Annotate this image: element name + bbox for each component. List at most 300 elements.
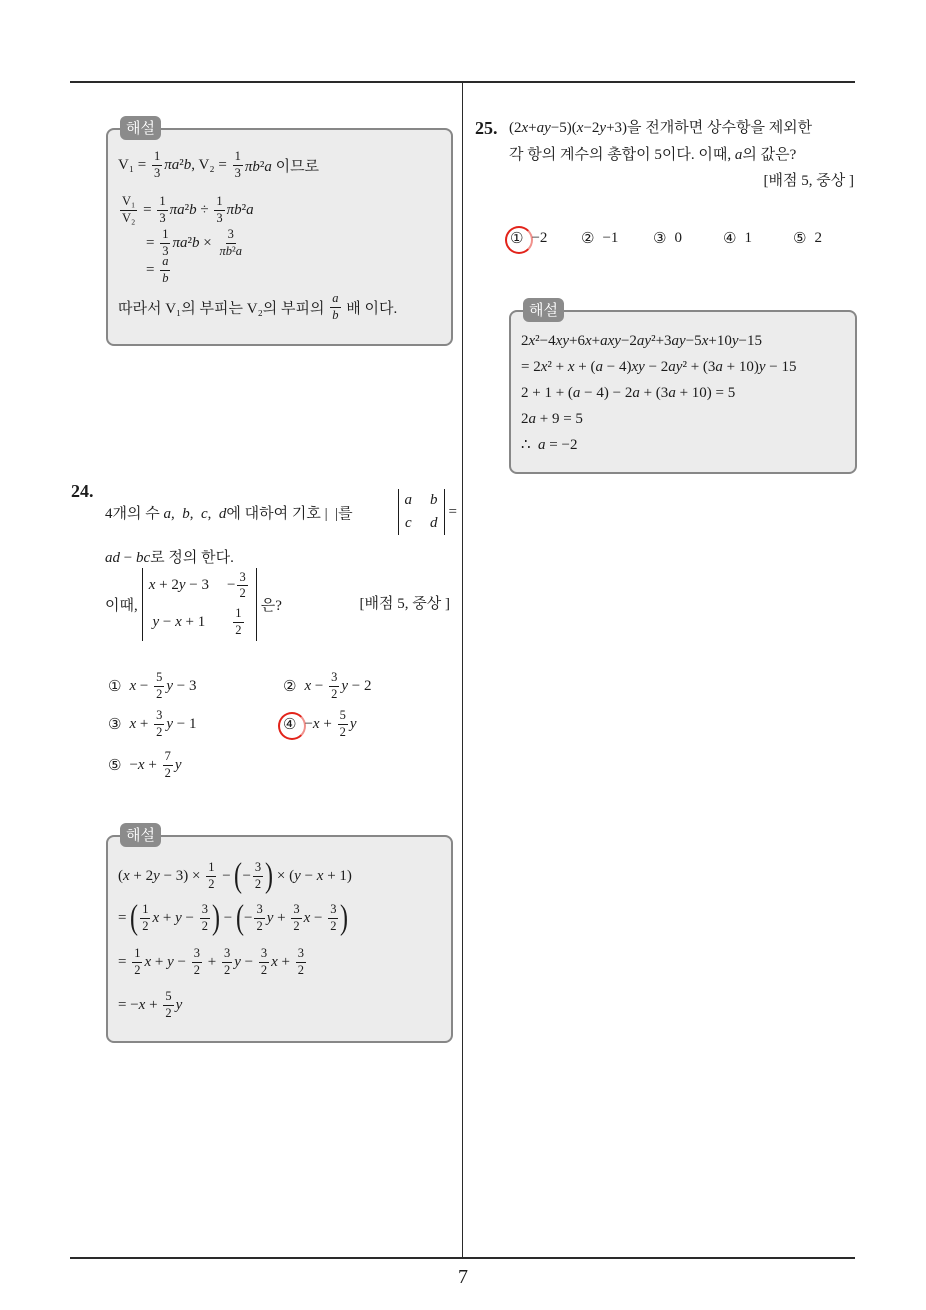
math-variable: y — [152, 613, 160, 630]
fraction-numerator: 3 — [291, 903, 301, 919]
fraction — [206, 861, 216, 892]
math-variable: y — [614, 333, 621, 349]
choice-value: −2 — [531, 229, 548, 246]
math-variable: a — [179, 234, 188, 251]
math-variable: a — [171, 156, 180, 173]
determinant-entry — [430, 515, 438, 532]
math-variable: d — [218, 505, 227, 522]
math-variable: a — [264, 158, 272, 175]
math-variable: x — [576, 120, 584, 136]
question-text-line — [105, 483, 457, 541]
math-variable: b — [332, 307, 339, 322]
fraction-denominator: 2 — [293, 918, 300, 933]
math-text: −x + — [304, 715, 336, 732]
math-variable: π — [164, 156, 172, 173]
fraction-denominator: 2 — [297, 962, 304, 977]
math-text: y − 1 — [166, 715, 197, 732]
solution-line: = 2x² + x + (a − 4)xy − 2ay² + (3a + 10)y − 15 — [521, 359, 797, 375]
math-variable: a — [105, 549, 113, 566]
math-text — [430, 492, 438, 509]
math-variable: x — [129, 715, 137, 732]
math-variable: y — [599, 120, 607, 136]
math-text: πb²a — [226, 201, 254, 218]
choice-4[interactable] — [723, 218, 752, 258]
math-text: ad − bc로 정의 한다. — [105, 549, 234, 566]
fraction-numerator: 3 — [329, 671, 339, 687]
fraction — [157, 195, 167, 226]
fraction-denominator: 2 — [208, 876, 215, 891]
math-variable: π — [169, 201, 178, 218]
solution-line: 2a + 9 = 5 — [521, 411, 583, 427]
fraction — [120, 195, 137, 226]
fraction — [152, 150, 162, 181]
fraction — [291, 903, 301, 934]
fraction — [160, 255, 170, 286]
math-text: x + — [271, 953, 294, 970]
choice-mark: ③ — [653, 229, 667, 247]
math-variable: y — [675, 359, 683, 375]
fraction — [259, 947, 269, 978]
math-text: 따라서 V₁의 부피는 V₂의 부피의 — [118, 300, 329, 317]
math-variable: y — [166, 715, 174, 732]
math-text: πa²b × — [172, 234, 216, 251]
math-variable: a — [404, 492, 413, 508]
big-parenthesis: ( — [235, 897, 244, 937]
fraction-denominator: 2 — [256, 918, 263, 933]
fraction-numerator: 3 — [253, 861, 263, 877]
choice-value: 1 — [744, 229, 752, 246]
choice-3[interactable] — [108, 704, 196, 744]
choice-4[interactable] — [283, 704, 356, 744]
fraction-numerator: 3 — [328, 903, 338, 919]
math-variable: x — [528, 333, 536, 349]
math-text: − — [242, 867, 251, 884]
math-text: − — [218, 867, 235, 884]
choice-expression — [129, 671, 196, 702]
choice-value: 0 — [674, 229, 682, 246]
math-variable: x — [175, 613, 182, 630]
math-variable: a — [163, 505, 171, 522]
math-text: × (y − x + 1) — [273, 867, 352, 884]
math-text: y − — [234, 953, 257, 970]
fraction — [233, 607, 243, 638]
determinant — [142, 568, 257, 641]
fraction-denominator: 2 — [164, 765, 171, 780]
math-variable: x — [316, 867, 324, 884]
question-text-line: 각 항의 계수의 총합이 5이다. 이때, a의 값은? — [509, 147, 797, 163]
score-label: [배점 5, 중상 ] — [359, 596, 450, 612]
big-parenthesis: ( — [130, 897, 139, 937]
fraction-numerator: 1 — [160, 228, 170, 244]
math-text: = — [448, 503, 457, 520]
question-text-line: (2x+ay−5)(x−2y+3)을 전개하면 상수항을 제외한 — [509, 120, 813, 136]
question-text-line — [105, 545, 234, 567]
fraction-numerator: 3 — [237, 571, 247, 587]
determinant-entry — [405, 515, 412, 532]
fraction — [154, 709, 164, 740]
math-text: πa²b ÷ — [169, 201, 213, 218]
fraction-numerator: 3 — [192, 947, 202, 963]
math-text: (x + 2y − 3) × — [118, 867, 205, 884]
math-text: x − — [303, 909, 327, 926]
math-variable: c — [200, 505, 208, 522]
fraction-denominator: 3 — [154, 165, 161, 180]
question-text-line — [105, 569, 282, 639]
choice-1[interactable] — [510, 218, 547, 258]
fraction-numerator: 3 — [259, 947, 269, 963]
choice-2[interactable] — [581, 218, 618, 258]
choice-expression — [129, 709, 196, 740]
fraction-numerator: 3 — [200, 903, 210, 919]
choice-expression — [304, 709, 356, 740]
fraction — [237, 571, 247, 602]
solution-line — [118, 856, 352, 896]
math-variable: x — [701, 333, 709, 349]
solution-tag: 해설 — [523, 298, 564, 322]
fraction — [329, 671, 339, 702]
fraction-numerator: 5 — [338, 709, 348, 725]
math-variable: c — [404, 515, 412, 531]
math-variable: x — [123, 867, 130, 884]
math-variable: y — [234, 953, 241, 970]
math-text: = — [139, 201, 156, 218]
fraction — [233, 150, 243, 181]
math-variable: a — [162, 253, 169, 268]
math-variable: x — [129, 677, 137, 694]
math-variable: b — [182, 505, 190, 522]
fraction-denominator: 2 — [235, 622, 242, 637]
fraction-numerator: V₁ — [120, 195, 137, 211]
choice-value: −1 — [602, 229, 619, 246]
choice-mark: ② — [581, 229, 595, 247]
math-variable: a — [595, 359, 603, 375]
math-variable: y — [679, 333, 686, 349]
choice-mark: ④ — [723, 229, 737, 247]
math-text — [430, 515, 438, 532]
fraction-numerator: 1 — [233, 150, 243, 166]
big-parenthesis: ( — [234, 855, 243, 895]
math-variable: a — [671, 333, 680, 349]
math-variable: a — [177, 201, 185, 218]
math-text: = — [118, 953, 131, 970]
math-text — [405, 492, 413, 509]
math-variable: b — [252, 158, 260, 175]
fraction-numerator: 1 — [206, 861, 216, 877]
math-variable: x — [137, 756, 145, 773]
choice-mark: ④ — [283, 715, 297, 733]
fraction-denominator — [160, 271, 170, 286]
fraction-denominator — [330, 308, 340, 323]
math-variable: x — [567, 359, 575, 375]
choice-mark: ② — [283, 677, 297, 695]
fraction-denominator: 2 — [193, 962, 200, 977]
math-variable: y — [644, 333, 652, 349]
math-text: πb²a 이므로 — [244, 158, 320, 175]
math-text: − — [227, 577, 236, 594]
math-variable: x — [555, 333, 563, 349]
solution-line — [146, 252, 172, 288]
solution-tag: 해설 — [120, 116, 161, 140]
choice-2[interactable] — [283, 666, 371, 706]
math-text: V₁ = — [118, 156, 151, 173]
question-number: 25. — [475, 118, 498, 138]
math-variable: a — [536, 120, 545, 136]
choice-mark: ① — [510, 229, 524, 247]
math-text — [176, 997, 183, 1014]
math-variable: y — [562, 333, 569, 349]
math-text: = — [118, 909, 131, 926]
math-variable: b — [189, 201, 197, 218]
determinant-entry — [227, 571, 250, 602]
determinant-entry — [149, 577, 209, 594]
math-variable: x — [584, 333, 592, 349]
math-text: x + y − — [152, 909, 198, 926]
solution-line — [118, 192, 254, 228]
fraction — [132, 947, 142, 978]
fraction — [217, 228, 244, 259]
fraction-numerator: 3 — [254, 903, 264, 919]
math-text — [175, 757, 182, 774]
solution-box-previous — [106, 119, 453, 346]
math-variable: b — [430, 492, 438, 508]
math-text: x − — [129, 677, 153, 694]
math-variable: a — [668, 359, 676, 375]
math-variable: x — [144, 953, 152, 970]
math-variable: y — [731, 333, 739, 349]
math-variable: y — [341, 677, 349, 694]
choice-expression — [129, 750, 181, 781]
determinant-entry — [430, 492, 438, 509]
math-variable: a — [235, 243, 242, 258]
math-variable: d — [112, 549, 120, 566]
math-variable: y — [349, 715, 357, 732]
fraction-numerator: 1 — [140, 903, 150, 919]
solution-line — [118, 289, 397, 325]
math-variable: a — [632, 385, 640, 401]
determinant-entry — [405, 492, 413, 509]
solution-line — [118, 942, 308, 982]
fraction-denominator: 2 — [134, 962, 141, 977]
math-variable: x — [148, 577, 156, 594]
fraction-denominator: 3 — [162, 243, 169, 258]
fraction-denominator: 2 — [330, 918, 337, 933]
math-text — [350, 716, 357, 733]
fraction-numerator: 1 — [132, 947, 142, 963]
fraction — [222, 947, 232, 978]
math-variable: x — [540, 359, 548, 375]
choice-5[interactable] — [793, 218, 822, 258]
math-variable: π — [172, 234, 180, 251]
math-text: = — [146, 261, 159, 278]
math-variable: b — [135, 549, 144, 566]
fraction-denominator: 2 — [223, 962, 231, 977]
math-text: 4개의 수 a, b, c, d에 대하여 기호 | |를 — [105, 505, 353, 522]
fraction — [328, 903, 338, 934]
math-variable: y — [167, 953, 174, 970]
fraction — [140, 903, 150, 934]
fraction-numerator — [160, 255, 170, 271]
determinant-entry — [231, 607, 245, 638]
choice-expression — [304, 671, 371, 702]
math-text: − — [220, 909, 236, 926]
math-variable: y — [294, 867, 301, 884]
math-text: + — [204, 953, 220, 970]
solution-box-q25 — [509, 301, 857, 474]
math-variable: x — [304, 677, 312, 694]
fraction-numerator: 3 — [296, 947, 306, 963]
math-text: x + 2y − 3 — [148, 577, 210, 594]
math-variable: y — [544, 120, 551, 136]
math-variable: a — [668, 385, 676, 401]
choice-mark: ③ — [108, 715, 122, 733]
big-parenthesis: ) — [212, 897, 220, 937]
bottom-rule — [70, 1257, 855, 1259]
math-variable: c — [143, 549, 151, 566]
math-text: 이때, — [105, 597, 138, 614]
fraction-numerator: 1 — [233, 607, 243, 623]
math-text: x + — [129, 715, 153, 732]
fraction-denominator: 2 — [331, 686, 338, 701]
math-variable: π — [226, 201, 235, 218]
page-number: 7 — [458, 1266, 468, 1288]
solution-line: ∴ a = −2 — [521, 437, 578, 453]
math-text: πa²b, V₂ = — [164, 156, 231, 173]
solution-line: 2 + 1 + (a − 4) − 2a + (3a + 10) = 5 — [521, 385, 736, 401]
math-text: x + y − — [144, 953, 190, 970]
solution-line — [118, 898, 348, 938]
column-divider — [462, 82, 463, 1258]
math-variable: y — [178, 577, 186, 594]
math-text: y − 3 — [166, 677, 197, 694]
math-variable: b — [225, 243, 232, 258]
fraction-numerator: 7 — [163, 750, 173, 766]
fraction — [200, 903, 210, 934]
math-variable: x — [152, 909, 160, 926]
fraction-denominator: 3 — [159, 210, 166, 225]
fraction-denominator: 2 — [239, 586, 246, 601]
fraction-numerator: 3 — [222, 947, 232, 963]
fraction — [338, 709, 348, 740]
math-variable: y — [175, 996, 183, 1013]
choice-1[interactable] — [108, 666, 196, 706]
fraction-denominator: 2 — [165, 1005, 172, 1020]
choice-value: 2 — [814, 229, 822, 246]
fraction-denominator: 3 — [234, 165, 241, 180]
math-variable: x — [631, 359, 639, 375]
big-parenthesis: ) — [265, 855, 274, 895]
math-variable: d — [430, 515, 438, 531]
math-text: = −x + — [118, 996, 162, 1013]
solution-line: 2x²−4xy+6x+axy−2ay²+3ay−5x+10y−15 — [521, 333, 762, 349]
choice-mark: ⑤ — [108, 756, 122, 774]
math-text: = — [146, 234, 159, 251]
fraction — [253, 861, 263, 892]
math-variable: b — [162, 270, 169, 285]
fraction — [214, 195, 224, 226]
math-variable: a — [528, 411, 536, 427]
fraction — [163, 750, 173, 781]
math-variable: x — [521, 120, 529, 136]
choice-mark: ⑤ — [793, 229, 807, 247]
solution-tag: 해설 — [120, 823, 161, 847]
fraction-numerator: 5 — [154, 671, 164, 687]
solution-line — [118, 985, 182, 1025]
fraction-numerator: 3 — [154, 709, 164, 725]
math-variable: b — [234, 201, 242, 218]
math-variable: a — [636, 333, 645, 349]
fraction-numerator: 3 — [226, 228, 236, 244]
math-variable: a — [734, 147, 743, 163]
fraction — [192, 947, 202, 978]
fraction-denominator: 2 — [201, 918, 208, 933]
fraction-denominator: 2 — [339, 724, 346, 739]
fraction-denominator: V₂ — [122, 210, 136, 225]
math-variable: a — [332, 290, 339, 305]
math-variable: b — [191, 234, 200, 251]
math-text: y − x + 1 — [152, 613, 206, 630]
math-variable: y — [266, 909, 274, 926]
math-variable: a — [715, 359, 723, 375]
math-text: x − — [304, 677, 328, 694]
math-variable: x — [607, 333, 615, 349]
math-variable: y — [758, 359, 766, 375]
fraction — [330, 292, 340, 323]
math-text: y − 2 — [341, 677, 372, 694]
fraction — [296, 947, 306, 978]
fraction-numerator: 1 — [157, 195, 167, 211]
math-text: 은? — [260, 597, 282, 614]
fraction — [254, 903, 264, 934]
big-parenthesis: ) — [340, 897, 349, 937]
math-text: − — [243, 909, 253, 926]
math-variable: π — [219, 243, 226, 258]
fraction-numerator: 1 — [214, 195, 224, 211]
fraction-numerator: 1 — [152, 150, 162, 166]
fraction-denominator: 2 — [142, 918, 149, 933]
fraction-denominator: 2 — [260, 962, 268, 977]
fraction-denominator: 3 — [216, 210, 223, 225]
math-variable: a — [246, 201, 254, 218]
fraction-denominator: πb²a — [219, 243, 242, 258]
solution-line — [118, 147, 319, 183]
math-variable: y — [153, 867, 160, 884]
fraction-numerator: 5 — [163, 990, 173, 1006]
math-variable: x — [138, 996, 146, 1013]
math-variable: x — [312, 715, 320, 732]
math-variable: a — [538, 437, 546, 453]
solution-box-q24 — [106, 826, 453, 1043]
choice-mark: ① — [108, 677, 122, 695]
fraction-denominator: 2 — [156, 686, 163, 701]
choice-5[interactable] — [108, 745, 181, 785]
fraction-denominator: 2 — [254, 876, 262, 891]
fraction-numerator — [330, 292, 340, 308]
math-variable: π — [244, 158, 253, 175]
math-variable: y — [638, 359, 645, 375]
fraction — [154, 671, 164, 702]
fraction — [163, 990, 173, 1021]
math-variable: a — [572, 385, 581, 401]
math-text: −x + — [129, 756, 161, 773]
math-variable: x — [303, 909, 311, 926]
determinant-entry — [152, 614, 205, 631]
math-variable: y — [175, 909, 182, 926]
determinant — [398, 489, 445, 535]
score-label: [배점 5, 중상 ] — [763, 173, 854, 189]
choice-3[interactable] — [653, 218, 682, 258]
math-variable: y — [174, 756, 182, 773]
question-number: 24. — [71, 481, 94, 501]
